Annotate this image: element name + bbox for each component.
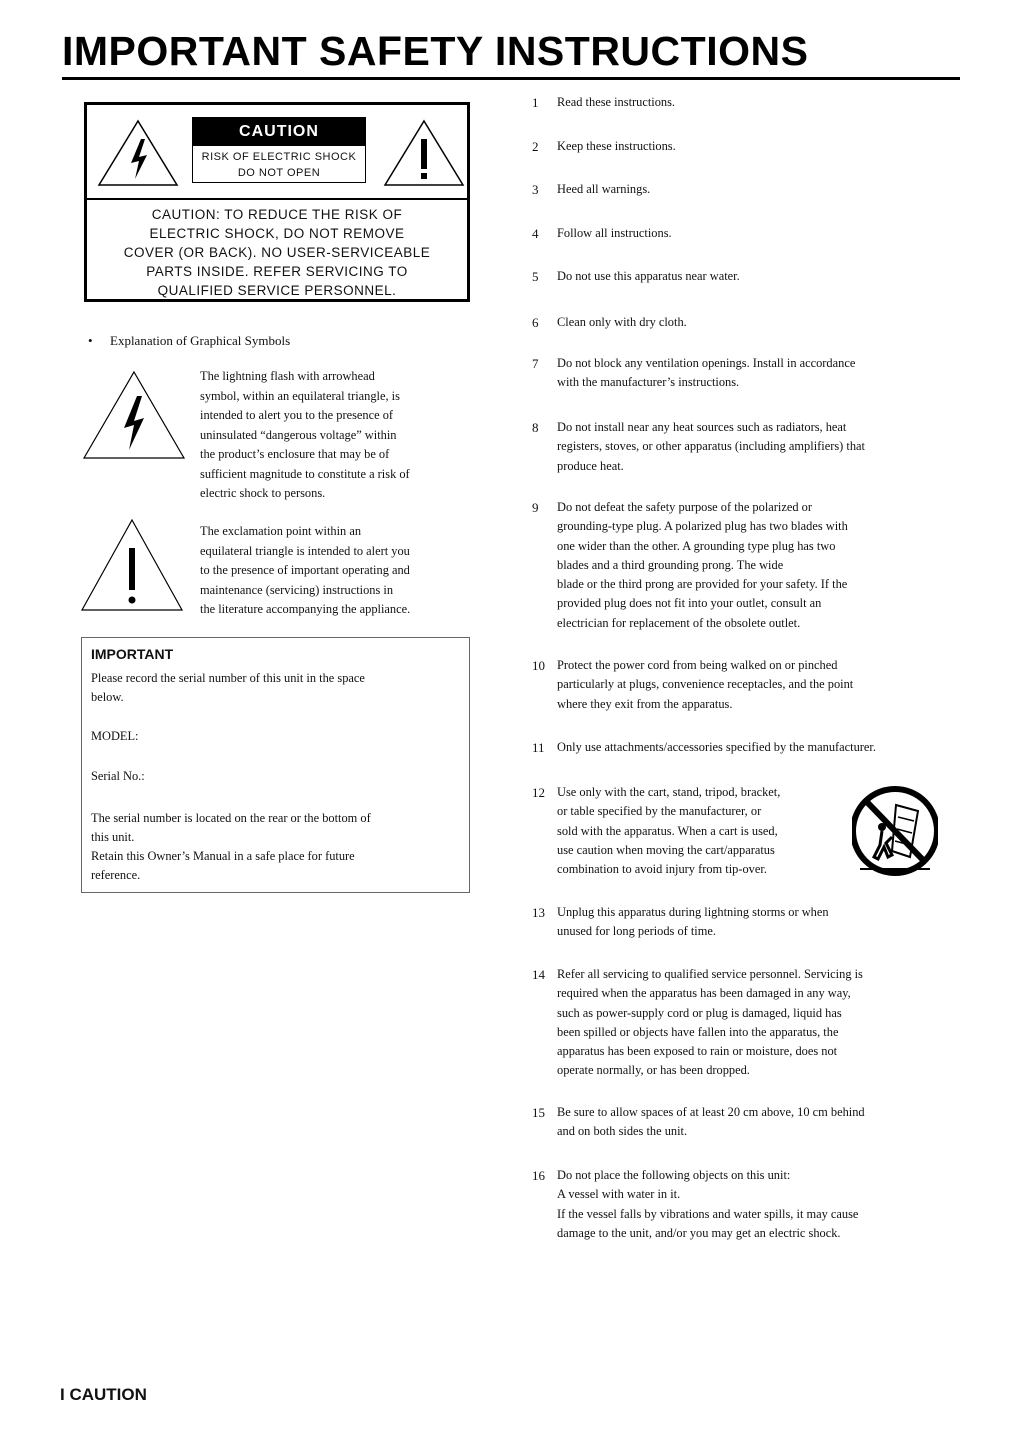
text-line: damage to the unit, and/or you may get an electric shock. (557, 1225, 841, 1240)
text-line: grounding-type plug. A polarized plug has two blades with (557, 519, 848, 534)
bullet: • (88, 333, 93, 348)
text-line: required when the apparatus has been damaged in any way, (557, 986, 851, 1001)
section-footer: I CAUTION (60, 1385, 147, 1404)
instruction-number: 10 (532, 658, 545, 673)
caution-line: CAUTION: TO REDUCE THE RISK OF (151, 207, 403, 222)
text-line: particularly at plugs, convenience receptacles, and the point (557, 677, 854, 692)
text-line: equilateral triangle is intended to alert you (200, 543, 410, 558)
text-line: use caution when moving the cart/apparatus (557, 842, 775, 857)
text-line: sufficient magnitude to constitute a risk of (200, 466, 410, 481)
text-line: and on both sides the unit. (557, 1124, 688, 1139)
instruction-text (557, 656, 967, 714)
text-line: Do not use this apparatus near water. (557, 269, 740, 283)
caution-box (84, 102, 470, 302)
instruction-number: 11 (532, 740, 545, 755)
serial-location-text (91, 809, 459, 885)
text-line: Please record the serial number of this unit in the space (91, 671, 365, 685)
instruction-number: 16 (532, 1168, 545, 1183)
text-line: apparatus has been exposed to rain or moisture, does not (557, 1044, 838, 1059)
symbols-heading-text: Explanation of Graphical Symbols (110, 333, 291, 348)
text-line: one wider than the other. A grounding type plug has two (557, 538, 836, 553)
instruction-text (557, 180, 967, 199)
text-line: the product’s enclosure that may be of (200, 447, 390, 461)
text-line: The serial number is located on the rear or the bottom of (91, 811, 371, 825)
instruction-number: 5 (532, 269, 539, 284)
text-line: intended to alert you to the presence of (200, 408, 394, 422)
text-line: Retain this Owner’s Manual in a safe place for future (91, 849, 355, 863)
lightning-explanation (200, 367, 480, 504)
text-line: uninsulated “dangerous voltage” within (200, 427, 397, 442)
text-line: Heed all warnings. (557, 182, 651, 196)
text-line: symbol, within an equilateral triangle, is (200, 388, 400, 403)
text-line: produce heat. (557, 458, 624, 473)
caution-line: COVER (OR BACK). NO USER-SERVICEABLE (123, 245, 431, 260)
caution-header (87, 105, 467, 200)
text-line: The exclamation point within an (200, 524, 362, 538)
cart-tip-over-warning-icon (852, 781, 938, 881)
instruction-number: 2 (532, 139, 539, 154)
text-line: Do not place the following objects on this unit: (557, 1168, 791, 1182)
important-heading: IMPORTANT (91, 646, 174, 662)
text-line: Be sure to allow spaces of at least 20 cm above, 10 cm behind (557, 1105, 865, 1119)
text-line: maintenance (servicing) instructions in (200, 582, 394, 597)
exclamation-symbol-icon (80, 518, 184, 612)
instruction-text (557, 738, 967, 757)
text-line: Use only with the cart, stand, tripod, bracket, (557, 785, 781, 799)
instruction-number: 9 (532, 500, 539, 515)
instruction-number: 8 (532, 420, 539, 435)
instruction-number: 1 (532, 95, 539, 110)
instruction-text (557, 1103, 967, 1142)
text-line: blades and a third grounding prong. The wide (557, 557, 784, 572)
caution-line: PARTS INSIDE. REFER SERVICING TO (146, 264, 408, 279)
text-line: Read these instructions. (557, 95, 676, 109)
text-line: electric shock to persons. (200, 486, 326, 500)
instruction-text (557, 1166, 967, 1243)
instruction-text (557, 418, 967, 476)
record-text (91, 669, 459, 707)
text-line: Protect the power cord from being walked on or pinched (557, 658, 838, 672)
instruction-text (557, 498, 967, 633)
text-line: A vessel with water in it. (557, 1187, 681, 1202)
text-line: operate normally, or has been dropped. (557, 1063, 750, 1078)
instruction-text (557, 137, 967, 156)
instruction-number: 7 (532, 356, 539, 371)
text-line: sold with the apparatus. When a cart is used, (557, 823, 778, 838)
text-line: Refer all servicing to qualified service personnel. Servicing is (557, 967, 863, 981)
instruction-number: 3 (532, 182, 539, 197)
text-line: Unplug this apparatus during lightning storms or when (557, 905, 829, 919)
caution-line: ELECTRIC SHOCK, DO NOT REMOVE (149, 226, 405, 241)
text-line: provided plug does not fit into your outlet, consult an (557, 596, 822, 611)
text-line: been spilled or objects have fallen into the apparatus, the (557, 1024, 839, 1039)
text-line: registers, stoves, or other apparatus (including amplifiers) that (557, 439, 865, 454)
text-line: below. (91, 690, 124, 704)
caution-line: QUALIFIED SERVICE PERSONNEL. (157, 283, 397, 298)
instruction-number: 12 (532, 785, 545, 800)
lightning-warning-icon (97, 119, 179, 187)
do-not-open-label: DO NOT OPEN (237, 167, 321, 179)
text-line: the literature accompanying the appliance. (200, 602, 411, 616)
text-line: Clean only with dry cloth. (557, 315, 687, 329)
instruction-text (557, 224, 967, 243)
text-line: Follow all instructions. (557, 226, 672, 240)
text-line: Only use attachments/accessories specified by the manufacturer. (557, 740, 876, 754)
instruction-number: 14 (532, 967, 545, 982)
caution-label: CAUTION (193, 118, 365, 146)
text-line: electrician for replacement of the obsolete outlet. (557, 615, 801, 630)
text-line: this unit. (91, 830, 135, 844)
text-line: such as power-supply cord or plug is damaged, liquid has (557, 1005, 842, 1020)
text-line: blade or the third prong are provided for your safety. If the (557, 577, 848, 592)
instruction-text (557, 783, 857, 879)
instruction-text (557, 93, 967, 112)
text-line: If the vessel falls by vibrations and water spills, it may cause (557, 1206, 859, 1221)
lightning-symbol-icon (82, 370, 186, 460)
text-line: Do not install near any heat sources such as radiators, heat (557, 420, 847, 434)
serial-label: Serial No.: (91, 769, 145, 783)
important-box (81, 637, 470, 893)
caution-text (87, 205, 467, 300)
text-line: unused for long periods of time. (557, 924, 716, 939)
title-rule (62, 77, 960, 80)
risk-shock-label: RISK OF ELECTRIC SHOCK (201, 151, 357, 163)
instruction-number: 15 (532, 1105, 545, 1120)
instruction-number: 13 (532, 905, 545, 920)
page-title: IMPORTANT SAFETY INSTRUCTIONS (62, 28, 809, 74)
text-line: or table specified by the manufacturer, or (557, 804, 762, 819)
exclamation-warning-icon (383, 119, 465, 187)
instruction-text (557, 903, 967, 942)
text-line: reference. (91, 868, 141, 882)
text-line: Keep these instructions. (557, 139, 676, 153)
text-line: combination to avoid injury from tip-over. (557, 862, 767, 877)
text-line: where they exit from the apparatus. (557, 696, 733, 711)
instruction-text (557, 354, 967, 393)
model-label: MODEL: (91, 729, 139, 743)
instruction-number: 6 (532, 315, 539, 330)
text-line: Do not defeat the safety purpose of the polarized or (557, 500, 812, 514)
instruction-number: 4 (532, 226, 539, 241)
instruction-text (557, 267, 967, 286)
text-line: Do not block any ventilation openings. Install in accordance (557, 356, 856, 370)
text-line: with the manufacturer’s instructions. (557, 375, 740, 390)
caution-label-block (192, 117, 366, 183)
text-line: The lightning flash with arrowhead (200, 369, 375, 383)
exclamation-explanation (200, 522, 480, 620)
instruction-text (557, 965, 967, 1081)
text-line: to the presence of important operating and (200, 563, 410, 577)
instruction-text (557, 313, 967, 332)
